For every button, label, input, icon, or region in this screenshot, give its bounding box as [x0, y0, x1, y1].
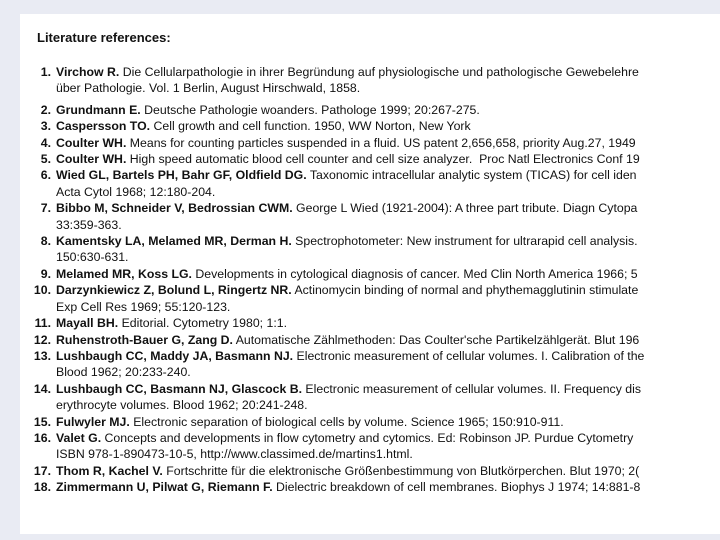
reference-item	[20, 381, 710, 414]
reference-item	[20, 64, 710, 97]
reference-text: Concepts and developments in flow cytometry and cytomics. Ed: Robinson JP. Purdue Cytometry	[101, 430, 634, 445]
reference-item	[20, 414, 710, 430]
reference-text: High speed automatic blood cell counter and cell size analyzer. Proc Natl Electronics Conf 19	[126, 152, 640, 167]
reference-item	[20, 151, 710, 167]
reference-text: Means for counting particles suspended in a fluid. US patent 2,656,658, priority Aug.27, 1949	[126, 135, 636, 150]
reference-authors: Zimmermann U, Pilwat G, Riemann F.	[56, 480, 273, 495]
reference-item	[20, 282, 710, 315]
reference-number: 12.	[33, 332, 51, 347]
reference-number: 9.	[40, 266, 51, 281]
reference-item	[20, 118, 710, 134]
reference-number: 16.	[33, 430, 51, 445]
reference-number: 3.	[40, 119, 51, 134]
reference-authors: Valet G.	[56, 430, 102, 445]
reference-text: Deutsche Pathologie woanders. Pathologe 1999; 20:267-275.	[140, 102, 480, 117]
reference-list	[20, 64, 710, 496]
reference-number: 14.	[33, 381, 51, 396]
reference-continuation: 150:630-631.	[56, 250, 129, 265]
reference-text: Actinomycin binding of normal and phythemagglutinin stimulate	[291, 283, 639, 298]
reference-number: 4.	[40, 135, 51, 150]
reference-number: 15.	[33, 414, 51, 429]
reference-item	[20, 348, 710, 381]
reference-number: 11.	[34, 316, 51, 331]
reference-item	[20, 233, 710, 266]
reference-number: 8.	[40, 234, 51, 249]
reference-authors: Lushbaugh CC, Basmann NJ, Glascock B.	[56, 381, 302, 396]
reference-text: Dielectric breakdown of cell membranes. Biophys J 1974; 14:881-8	[272, 480, 641, 495]
reference-authors: Grundmann E.	[56, 102, 141, 117]
slide	[20, 14, 720, 534]
reference-text: Electronic separation of biological cells by volume. Science 1965; 150:910-911.	[129, 414, 564, 429]
reference-text: Automatische Zählmethoden: Das Coulter'sche Partikelzählgerät. Blut 196	[232, 332, 640, 347]
reference-item	[20, 315, 710, 331]
reference-item	[20, 167, 710, 200]
reference-item	[20, 463, 710, 479]
reference-authors: Wied GL, Bartels PH, Bahr GF, Oldfield DG.	[56, 168, 307, 183]
reference-continuation: Blood 1962; 20:233-240.	[56, 365, 191, 380]
reference-text: Developments in cytological diagnosis of cancer. Med Clin North America 1966; 5	[191, 266, 638, 281]
reference-authors: Fulwyler MJ.	[56, 414, 130, 429]
reference-text: Editorial. Cytometry 1980; 1:1.	[118, 316, 288, 331]
reference-text: Cell growth and cell function. 1950, WW Norton, New York	[150, 119, 471, 134]
reference-continuation: ISBN 978-1-890473-10-5, http://www.classimed.de/martins1.html.	[56, 447, 413, 462]
reference-text: Fortschritte für die elektronische Größenbestimmung von Blutkörperchen. Blut 1970; 2(	[162, 463, 640, 478]
reference-text: George L Wied (1921-2004): A three part tribute. Diagn Cytopa	[292, 201, 638, 216]
page-title: Literature references:	[37, 30, 171, 45]
reference-number: 5.	[40, 152, 51, 167]
reference-authors: Melamed MR, Koss LG.	[56, 266, 192, 281]
reference-authors: Caspersson TO.	[56, 119, 151, 134]
reference-item	[20, 200, 710, 233]
reference-continuation: erythrocyte volumes. Blood 1962; 20:241-248.	[56, 398, 308, 413]
reference-item	[20, 135, 710, 151]
reference-continuation: Acta Cytol 1968; 12:180-204.	[56, 184, 216, 199]
reference-authors: Lushbaugh CC, Maddy JA, Basmann NJ.	[56, 348, 294, 363]
reference-text: Electronic measurement of cellular volumes. I. Calibration of the	[293, 348, 645, 363]
reference-number: 6.	[40, 168, 51, 183]
reference-text: Taxonomic intracellular analytic system (TICAS) for cell iden	[306, 168, 637, 183]
reference-text: Spectrophotometer: New instrument for ultrarapid cell analysis.	[291, 234, 638, 249]
reference-number: 1.	[40, 65, 51, 79]
reference-item	[20, 266, 710, 282]
reference-authors: Darzynkiewicz Z, Bolund L, Ringertz NR.	[56, 283, 292, 298]
reference-number: 18.	[33, 480, 51, 495]
reference-text: Electronic measurement of cellular volumes. II. Frequency dis	[302, 381, 641, 396]
reference-item	[20, 479, 710, 495]
reference-authors: Mayall BH.	[56, 316, 119, 331]
reference-authors: Virchow R.	[56, 65, 120, 79]
reference-number: 2.	[40, 102, 51, 117]
reference-number: 7.	[40, 201, 51, 216]
reference-authors: Bibbo M, Schneider V, Bedrossian CWM.	[56, 201, 293, 216]
reference-number: 17.	[33, 463, 51, 478]
reference-authors: Coulter WH.	[56, 135, 127, 150]
reference-continuation: Exp Cell Res 1969; 55:120-123.	[56, 299, 231, 314]
reference-authors: Ruhenstroth-Bauer G, Zang D.	[56, 332, 233, 347]
reference-continuation: 33:359-363.	[56, 217, 122, 232]
reference-continuation: über Pathologie. Vol. 1 Berlin, August Hirschwald, 1858.	[56, 81, 361, 96]
reference-item	[20, 332, 710, 348]
reference-number: 10.	[33, 283, 51, 298]
reference-authors: Thom R, Kachel V.	[56, 463, 163, 478]
reference-text: Die Cellularpathologie in ihrer Begründung auf physiologische und pathologische Gewebelehre	[119, 65, 639, 79]
reference-authors: Kamentsky LA, Melamed MR, Derman H.	[56, 234, 292, 249]
reference-item	[20, 102, 710, 118]
reference-number: 13.	[33, 348, 51, 363]
reference-authors: Coulter WH.	[56, 152, 127, 167]
reference-item	[20, 430, 710, 463]
